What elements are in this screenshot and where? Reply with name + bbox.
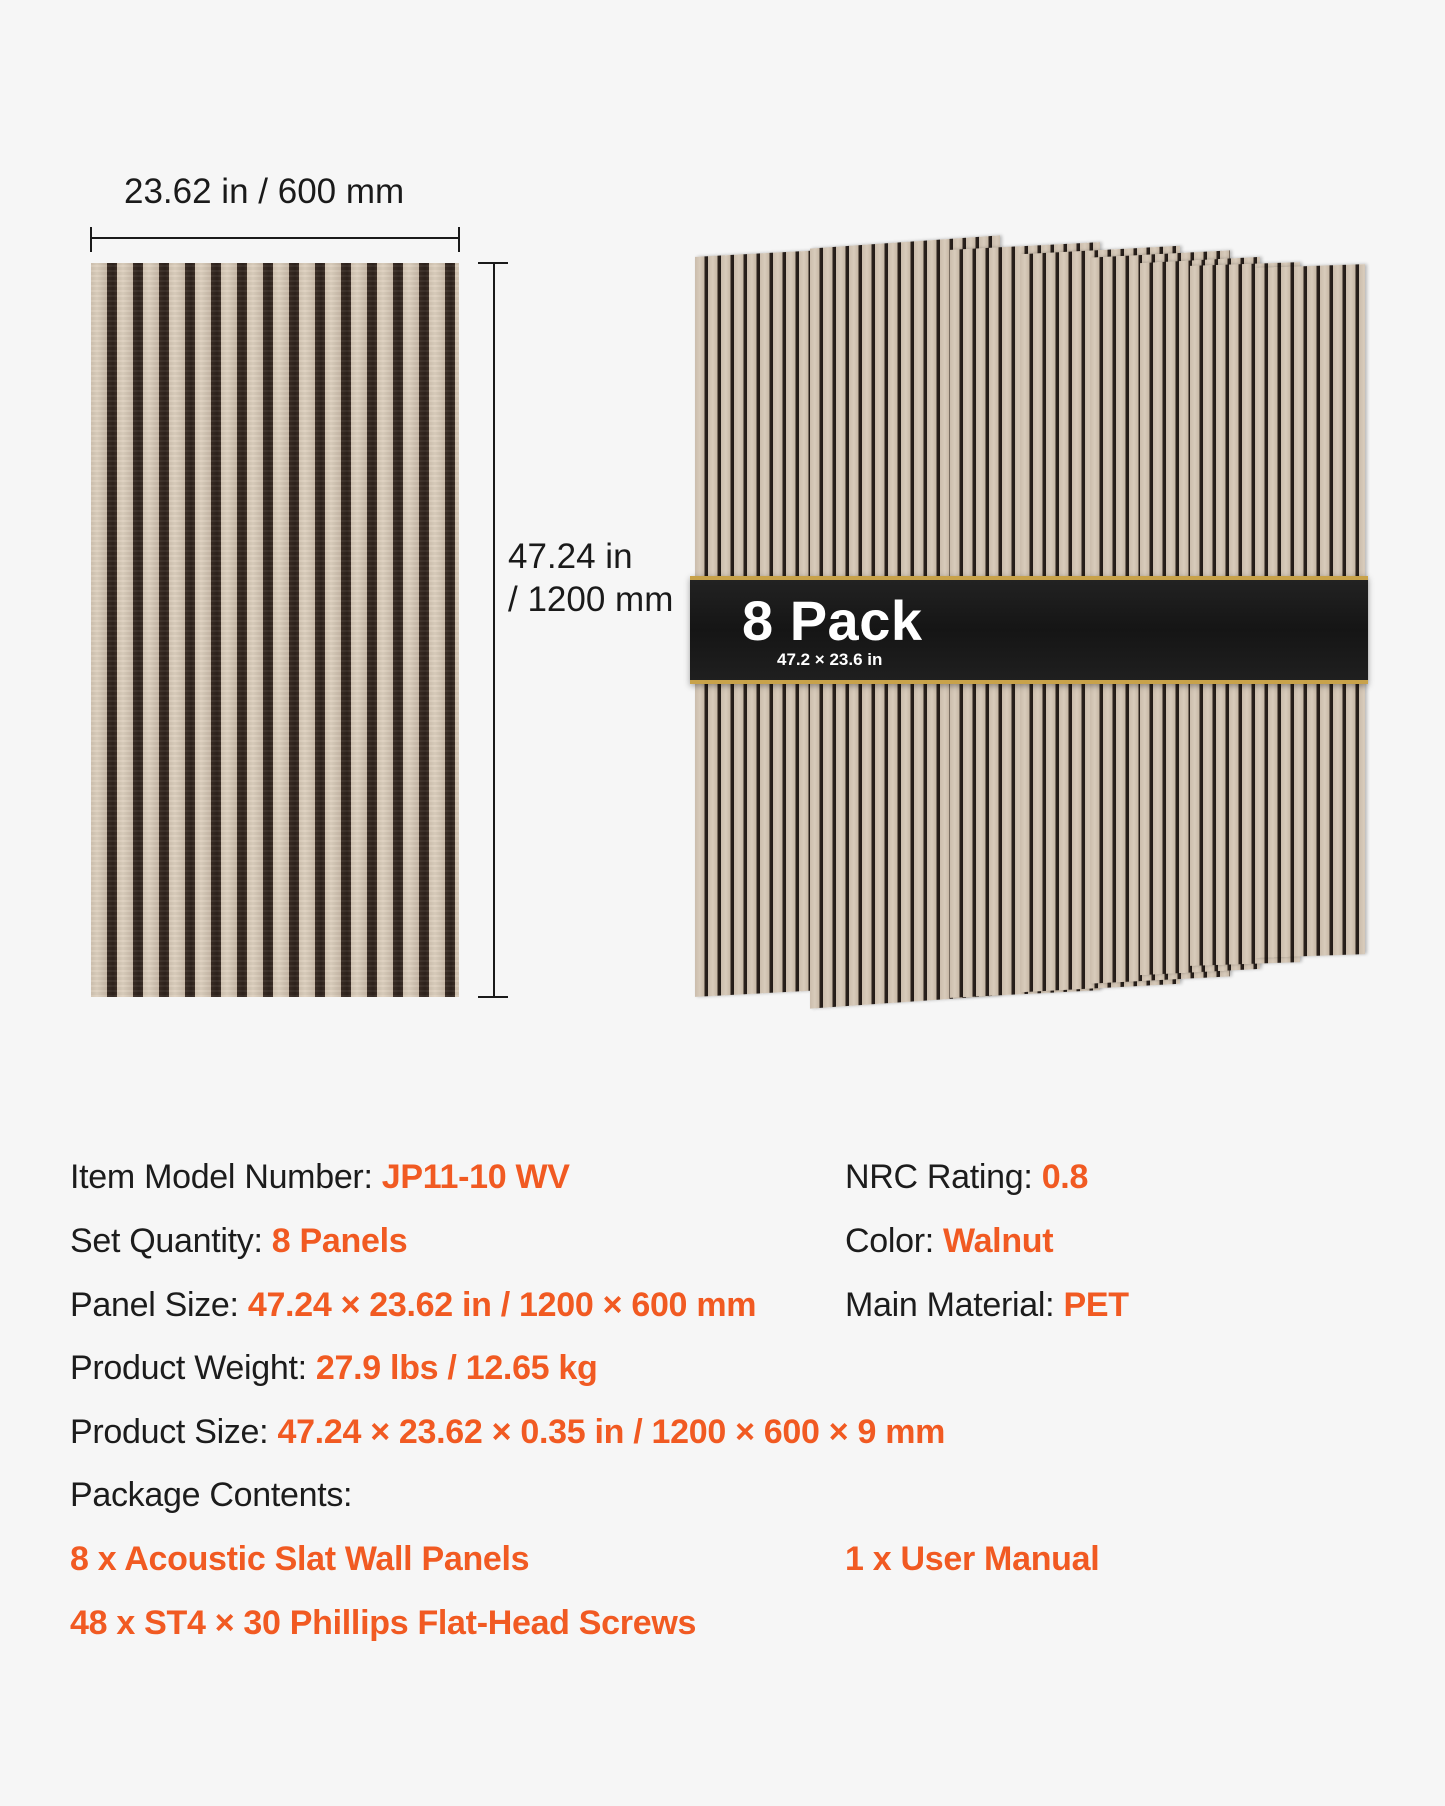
spec-value: 47.24 × 23.62 × 0.35 in / 1200 × 600 × 9 mm [277,1413,946,1451]
spec-model-number [70,1155,570,1199]
spec-value: 47.24 × 23.62 in / 1200 × 600 mm [247,1286,757,1324]
spec-nrc-rating [845,1155,1088,1199]
height-dimension-label-line1: 47.24 in [508,537,633,576]
spec-value: 0.8 [1041,1158,1089,1196]
single-slat-panel-image [91,263,459,997]
spec-label: Main Material: [845,1286,1064,1324]
spec-label: Color: [845,1222,944,1260]
spec-value: 8 Panels [271,1222,408,1260]
spec-value: JP11-10 WV [381,1158,570,1196]
spec-label: Set Quantity: [70,1222,272,1260]
height-dimension-label-line2: / 1200 mm [508,580,674,619]
package-item: 48 x ST4 × 30 Phillips Flat-Head Screws [70,1604,697,1642]
spec-set-quantity [70,1219,407,1263]
spec-product-weight [70,1346,598,1390]
spec-value: Walnut [943,1222,1054,1260]
spec-panel-size [70,1283,756,1327]
spec-label: Item Model Number: [70,1158,382,1196]
package-item: 8 x Acoustic Slat Wall Panels [70,1540,530,1578]
spec-value: PET [1063,1286,1129,1324]
spec-product-size [70,1410,945,1454]
spec-label: NRC Rating: [845,1158,1042,1196]
spec-label: Product Weight: [70,1349,316,1387]
spec-color [845,1219,1053,1263]
pack-title: 8 Pack [742,589,923,652]
package-contents-heading: Package Contents: [70,1476,353,1514]
spec-label: Product Size: [70,1413,278,1451]
package-item: 1 x User Manual [845,1540,1100,1578]
spec-label: Panel Size: [70,1286,248,1324]
spec-value: 27.9 lbs / 12.65 kg [315,1349,598,1387]
width-dimension-label: 23.62 in / 600 mm [124,172,405,211]
pack-subtitle: 47.2 × 23.6 in [777,650,883,669]
spec-main-material [845,1283,1129,1327]
